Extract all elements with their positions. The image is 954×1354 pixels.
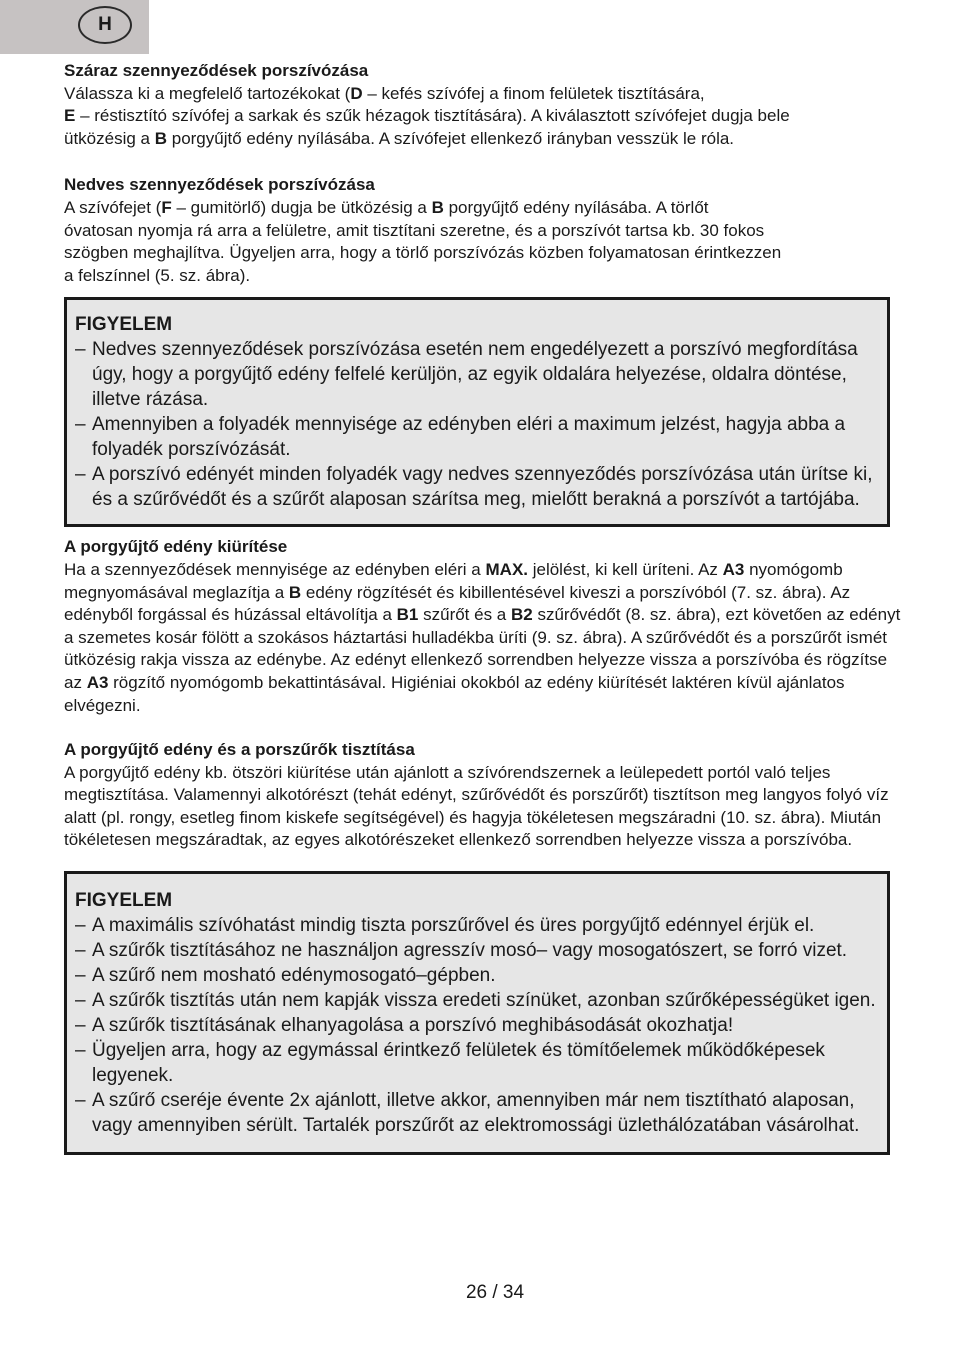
empty-bold: B <box>288 582 302 602</box>
dry-text: ütközésig a <box>64 128 155 148</box>
empty-text-part: szűrőt és a <box>418 605 511 625</box>
dry-line-1 <box>64 83 904 106</box>
dry-text: porgyűjtő edény nyílásába. A szívófejet ellenkező irányban vesszük le róla. <box>167 128 735 148</box>
empty-text-part: nyomógomb megnyomásával meglazítja a <box>64 559 843 602</box>
warning-item: – A porszívó edényét minden folyadék vagy nedves szennyeződés porszívózása után ürítse ki, és a szűrővédőt és a szűrőt alaposan szárítsa meg, mielőtt berakná a porszívót a tartójába. <box>75 462 879 512</box>
wet-line-2: óvatosan nyomja rá arra a felületre, amit tisztítani szeretne, és a porszívót tartsa kb. 30 fokos <box>64 220 765 240</box>
warning-item: – A szűrő nem mosható edénymosogató–gépben. <box>75 963 879 988</box>
dry-bold: D <box>350 83 363 103</box>
warning-box-1 <box>64 297 890 527</box>
empty-title: A porgyűjtő edény kiürítése <box>64 537 288 557</box>
warning-item: – Amennyiben a folyadék mennyisége az edényben eléri a maximum jelzést, hagyja abba a folyadék porszívózását. <box>75 412 879 462</box>
warning-list <box>75 337 879 512</box>
warning-item: – A szűrő cseréje évente 2x ajánlott, illetve akkor, amennyiben már nem tisztítható alaposan, vagy amennyiben sérült. Tartalék porszűrőt az elektromossági üzlethálózatában vásárolhat. <box>75 1088 879 1138</box>
warning-item: – Nedves szennyeződések porszívózása esetén nem engedélyezett a porszívó megfordítása úgy, hogy a porgyűjtő edény felfelé kerüljön, az egyik oldalára helyezése, oldalra döntése, illetve rázása. <box>75 337 879 412</box>
wet-title: Nedves szennyeződések porszívózása <box>64 175 375 195</box>
dry-text: – kefés szívófej a finom felületek tisztítására, <box>362 83 705 103</box>
warning-title: FIGYELEM <box>75 890 173 912</box>
empty-bold: B2 <box>511 605 533 625</box>
warning-item: – A szűrők tisztítás után nem kapják vissza eredeti színüket, azonban szűrőképességüket igen. <box>75 988 879 1013</box>
wet-section <box>64 174 904 287</box>
warning-item: – A szűrők tisztításához ne használjon agresszív mosó– vagy mosogatószert, se forró vizet. <box>75 938 879 963</box>
wet-bold: B <box>431 197 444 217</box>
language-tab <box>0 0 149 54</box>
empty-section <box>64 536 904 717</box>
warning-box-2 <box>64 871 890 1155</box>
page-content <box>64 60 904 1155</box>
warning-item: – A szűrők tisztításának elhanyagolása a porszívó meghibásodását okozhatja! <box>75 1013 879 1038</box>
empty-bold: MAX. <box>485 559 528 579</box>
page-number: 26 / 34 <box>465 1282 525 1303</box>
warning-title: FIGYELEM <box>75 314 173 336</box>
clean-section <box>64 739 904 852</box>
empty-text <box>64 559 904 717</box>
warning-list <box>75 913 879 1138</box>
wet-bold: F <box>161 197 172 217</box>
clean-text: A porgyűjtő edény kb. ötszöri kiürítése után ajánlott a szívórendszernek a leülepedett portól való teljes megtisztítása. Valamennyi alkotórészt (tehát edényt, szűrővédőt és porszűrőt) tisztítson meg langyos folyó víz alatt (pl. rongy, esetleg finom kiskefe segítségével) és hagyja tökéletesen megszáradni (10. sz. ábra). Miután tökéletesen megszáradtak, az egyes alkotórészeket ellenkező sorrendben helyezze vissza a porszívóba. <box>64 762 889 850</box>
dry-title: Száraz szennyeződések porszívózása <box>64 61 369 80</box>
warning-item: – A maximális szívóhatást mindig tiszta porszűrővel és üres porgyűjtő edénnyel érjük el. <box>75 913 879 938</box>
clean-title: A porgyűjtő edény és a porszűrők tisztítása <box>64 740 415 760</box>
empty-bold: B1 <box>396 605 419 625</box>
wet-text: porgyűjtő edény nyílásába. A törlőt <box>443 197 709 217</box>
dry-bold: B <box>154 128 168 148</box>
empty-text-part: Ha a szennyeződések mennyisége az edényben eléri a <box>64 559 486 579</box>
dry-line-2 <box>64 105 904 128</box>
empty-text-part: edény rögzítését és kibillentésével kiveszi a porszívóból (7. sz. ábra). Az edényből forgással és húzással eltávolítja a <box>64 582 851 625</box>
wet-line-1 <box>64 197 904 220</box>
wet-text: – gumitörlő) dugja be ütközésig a <box>171 197 432 217</box>
dry-line-3 <box>64 128 904 151</box>
wet-line-4: a felszínnel (5. sz. ábra). <box>64 265 251 285</box>
empty-text-part: jelölést, ki kell üríteni. Az <box>528 559 723 579</box>
dry-bold: E <box>64 106 76 126</box>
wet-text: A szívófejet ( <box>64 197 162 217</box>
empty-text-part: szűrővédőt (8. sz. ábra), ezt követően az edényt a szemetes kosár fölött a szokásos háztartási hulladékba üríti (9. sz. ábra). A szűrővédőt és a porszűrőt ismét ütközésig rakja vissza az edénybe. Az edényt ellenkező sorrendben helyezze vissza a porszívóba és rögzítse az <box>64 605 901 692</box>
wet-line-3: szögben meghajlítva. Ügyeljen arra, hogy a törlő porszívózás közben folyamatosan érintkezzen <box>64 243 782 263</box>
language-badge: H <box>78 6 132 44</box>
empty-text-part: rögzítő nyomógomb bekattintásával. Higiéniai okokból az edény kiürítését laktéren kívül ajánlatos elvégezni. <box>64 672 845 715</box>
warning-item: – Ügyeljen arra, hogy az egymással érintkező felületek és tömítőelemek működőképesek legyenek. <box>75 1038 879 1088</box>
dry-section <box>64 60 904 150</box>
empty-bold: A3 <box>722 559 745 579</box>
dry-text: – réstisztító szívófej a sarkak és szűk hézagok tisztítására). A kiválasztott szívófejet dugja bele <box>75 106 790 126</box>
empty-bold: A3 <box>86 672 109 692</box>
dry-text: Válassza ki a megfelelő tartozékokat ( <box>64 83 351 103</box>
